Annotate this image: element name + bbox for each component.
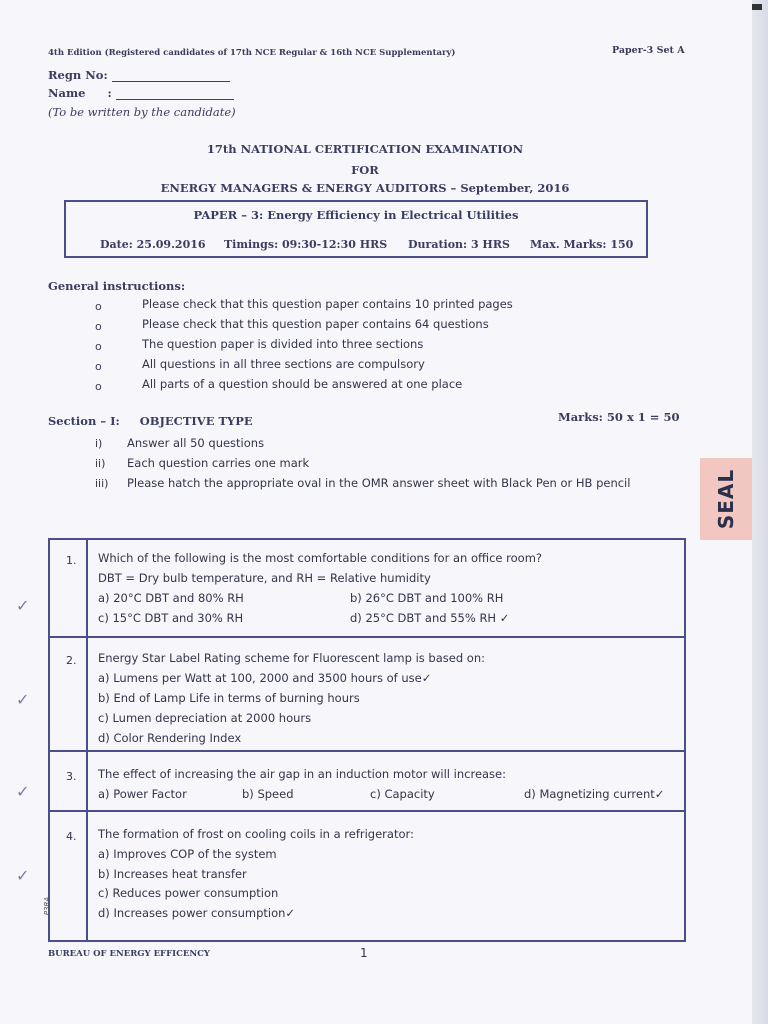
question-row (50, 540, 684, 636)
question-number: 3. (66, 770, 77, 783)
side-code: P3RA (43, 896, 52, 916)
name-colon: : (107, 86, 112, 100)
answer-option: b) 26°C DBT and 100% RH (350, 591, 504, 605)
question-text: DBT = Dry bulb temperature, and RH = Relative humidity (98, 571, 431, 585)
exam-title: 17th NATIONAL CERTIFICATION EXAMINATION (206, 142, 524, 156)
question-row (50, 810, 684, 940)
candidate-note: (To be written by the candidate) (48, 105, 236, 119)
answer-option: c) Capacity (370, 787, 435, 801)
question-table (48, 538, 686, 942)
section-instruction-num: i) (95, 437, 103, 450)
question-row (50, 636, 684, 750)
instruction-item: Please check that this question paper contains 64 questions (142, 317, 489, 331)
exam-timings: Timings: 09:30-12:30 HRS (224, 238, 388, 251)
max-marks: Max. Marks: 150 (530, 238, 634, 251)
answer-option: d) Increases power consumption✓ (98, 906, 296, 920)
question-text: Which of the following is the most comfortable conditions for an office room? (98, 551, 543, 565)
instruction-bullet: o (95, 360, 102, 373)
instruction-bullet: o (95, 300, 102, 313)
question-row (50, 750, 684, 810)
section-marks: Marks: 50 x 1 = 50 (558, 410, 680, 424)
seal-tab (700, 458, 752, 540)
section-instruction-text: Answer all 50 questions (127, 436, 265, 450)
instruction-item: All parts of a question should be answered at one place (142, 377, 463, 391)
answer-option: d) Magnetizing current✓ (524, 787, 665, 801)
answer-option: c) Reduces power consumption (98, 886, 279, 900)
section-instruction-num: ii) (95, 457, 106, 470)
answer-option: a) Power Factor (98, 787, 187, 801)
section-instruction-num: iii) (95, 477, 109, 490)
exam-subtitle: ENERGY MANAGERS & ENERGY AUDITORS – September, 2016 (160, 181, 570, 195)
question-text: Energy Star Label Rating scheme for Fluorescent lamp is based on: (98, 651, 485, 665)
instruction-item: All questions in all three sections are compulsory (142, 357, 425, 371)
corner-mark (752, 4, 762, 10)
check-mark-icon: ✓ (16, 690, 30, 709)
footer-org: BUREAU OF ENERGY EFFICENCY (48, 949, 210, 959)
question-number: 2. (66, 654, 77, 667)
name-field (48, 86, 234, 100)
question-number: 1. (66, 554, 77, 567)
name-label: Name (48, 86, 86, 100)
question-text: The formation of frost on cooling coils in a refrigerator: (98, 827, 414, 841)
exam-date: Date: 25.09.2016 (100, 238, 206, 251)
answer-option: c) 15°C DBT and 30% RH (98, 611, 244, 625)
instruction-bullet: o (95, 340, 102, 353)
instruction-item: Please check that this question paper contains 10 printed pages (142, 297, 513, 311)
name-line (116, 89, 234, 100)
answer-option: d) Color Rendering Index (98, 731, 242, 745)
paper-title: PAPER – 3: Energy Efficiency in Electrical Utilities (193, 208, 519, 222)
regn-label: Regn No: (48, 68, 108, 82)
paper-set: Paper-3 Set A (612, 45, 685, 56)
section-heading: Section – I: OBJECTIVE TYPE (48, 414, 253, 428)
seal-label: SEAL (714, 468, 738, 530)
answer-option: b) Speed (242, 787, 294, 801)
regn-field (48, 68, 230, 82)
question-text: The effect of increasing the air gap in an induction motor will increase: (98, 767, 507, 781)
answer-option: d) 25°C DBT and 55% RH ✓ (350, 611, 510, 625)
question-number: 4. (66, 830, 77, 843)
regn-line (112, 71, 230, 82)
answer-option: a) 20°C DBT and 80% RH (98, 591, 244, 605)
exam-duration: Duration: 3 HRS (408, 238, 510, 251)
general-instructions-heading: General instructions: (48, 279, 186, 293)
answer-option: b) Increases heat transfer (98, 867, 247, 881)
answer-option: b) End of Lamp Life in terms of burning hours (98, 691, 360, 705)
paper-info-box (64, 200, 648, 258)
section-instruction-text: Each question carries one mark (127, 456, 310, 470)
instruction-item: The question paper is divided into three sections (142, 337, 424, 351)
instruction-bullet: o (95, 320, 102, 333)
answer-option: c) Lumen depreciation at 2000 hours (98, 711, 312, 725)
edition-line: 4th Edition (Registered candidates of 17th NCE Regular & 16th NCE Supplementary) (48, 48, 456, 58)
check-mark-icon: ✓ (16, 782, 30, 801)
answer-option: a) Improves COP of the system (98, 847, 277, 861)
exam-title-for: FOR (351, 163, 379, 177)
page-edge (752, 0, 768, 1024)
check-mark-icon: ✓ (16, 596, 30, 615)
section-instruction-text: Please hatch the appropriate oval in the OMR answer sheet with Black Pen or HB pencil (127, 476, 631, 490)
answer-option: a) Lumens per Watt at 100, 2000 and 3500 hours of use✓ (98, 671, 432, 685)
page-number: 1 (360, 946, 368, 960)
check-mark-icon: ✓ (16, 866, 30, 885)
instruction-bullet: o (95, 380, 102, 393)
